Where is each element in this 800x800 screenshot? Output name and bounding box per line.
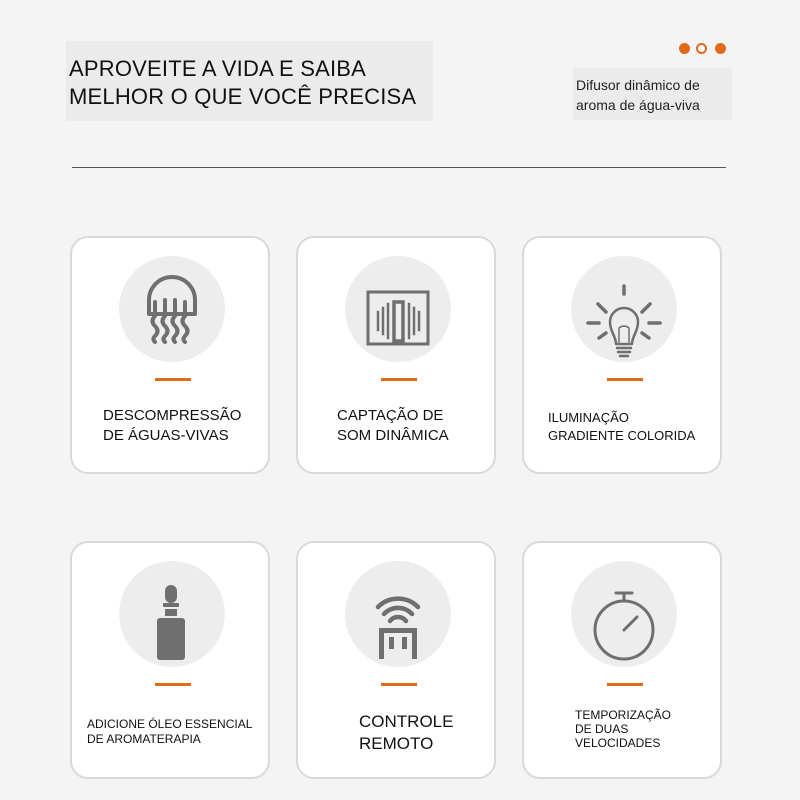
- product-subtitle: [576, 75, 700, 115]
- icon-circle: [571, 256, 677, 362]
- icon-circle: [119, 561, 225, 667]
- feature-label-line-2: DE AROMATERAPIA: [87, 732, 201, 746]
- feature-card-timer: [522, 541, 722, 779]
- feature-label: [87, 717, 252, 747]
- essential-oil-bottle-icon: [119, 561, 225, 667]
- accent-line: [381, 683, 417, 686]
- feature-label-line-1: DESCOMPRESSÃO: [103, 407, 242, 424]
- feature-label-line-1: CONTROLE: [359, 712, 454, 731]
- dot-indicator-icon: [679, 43, 690, 54]
- subtitle-line-2: aroma de água-viva: [576, 97, 700, 113]
- feature-label: [575, 708, 671, 750]
- headline-line-1: APROVEITE A VIDA E SAIBA: [69, 56, 367, 81]
- timer-icon: [571, 561, 677, 667]
- feature-label: [103, 406, 241, 445]
- feature-label-line-1: ILUMINAÇÃO: [548, 410, 629, 425]
- icon-circle: [345, 256, 451, 362]
- feature-label-line-2: REMOTO: [359, 734, 434, 753]
- feature-card-jellyfish: [70, 236, 270, 474]
- headline-line-2: MELHOR O QUE VOCÊ PRECISA: [69, 84, 417, 109]
- feature-label-line-3: VELOCIDADES: [575, 736, 661, 750]
- feature-label-line-2: GRADIENTE COLORIDA: [548, 427, 696, 443]
- subtitle-line-1: Difusor dinâmico de: [576, 77, 700, 93]
- feature-label: [337, 406, 449, 445]
- remote-control-icon: [345, 561, 451, 667]
- headline-box: [66, 41, 433, 121]
- icon-circle: [119, 256, 225, 362]
- accent-line: [155, 378, 191, 381]
- feature-label-line-2: DE ÁGUAS-VIVAS: [103, 426, 229, 444]
- feature-label: [548, 409, 695, 444]
- light-bulb-icon: [571, 256, 677, 362]
- subtitle-box: [573, 68, 732, 120]
- icon-circle: [571, 561, 677, 667]
- feature-label-line-1: TEMPORIZAÇÃO: [575, 708, 672, 722]
- jellyfish-icon: [119, 256, 225, 362]
- feature-card-essential-oil: [70, 541, 270, 779]
- feature-label-line-1: ADICIONE ÓLEO ESSENCIAL: [87, 717, 253, 731]
- dot-indicator-icon: [715, 43, 726, 54]
- icon-circle: [345, 561, 451, 667]
- header-divider: [72, 167, 726, 168]
- accent-line: [607, 378, 643, 381]
- feature-card-lighting: [522, 236, 722, 474]
- accent-line: [381, 378, 417, 381]
- dot-indicator-active-icon: [696, 43, 707, 54]
- headline: [69, 55, 416, 111]
- accent-line: [607, 683, 643, 686]
- feature-card-remote-control: [296, 541, 496, 779]
- feature-label-line-1: CAPTAÇÃO DE: [337, 407, 444, 424]
- accent-line: [155, 683, 191, 686]
- feature-label-line-2: DE DUAS: [575, 722, 629, 736]
- feature-card-sound: [296, 236, 496, 474]
- feature-label: [359, 711, 453, 755]
- feature-label-line-2: SOM DINÂMICA: [337, 426, 449, 444]
- sound-wave-icon: [345, 256, 451, 362]
